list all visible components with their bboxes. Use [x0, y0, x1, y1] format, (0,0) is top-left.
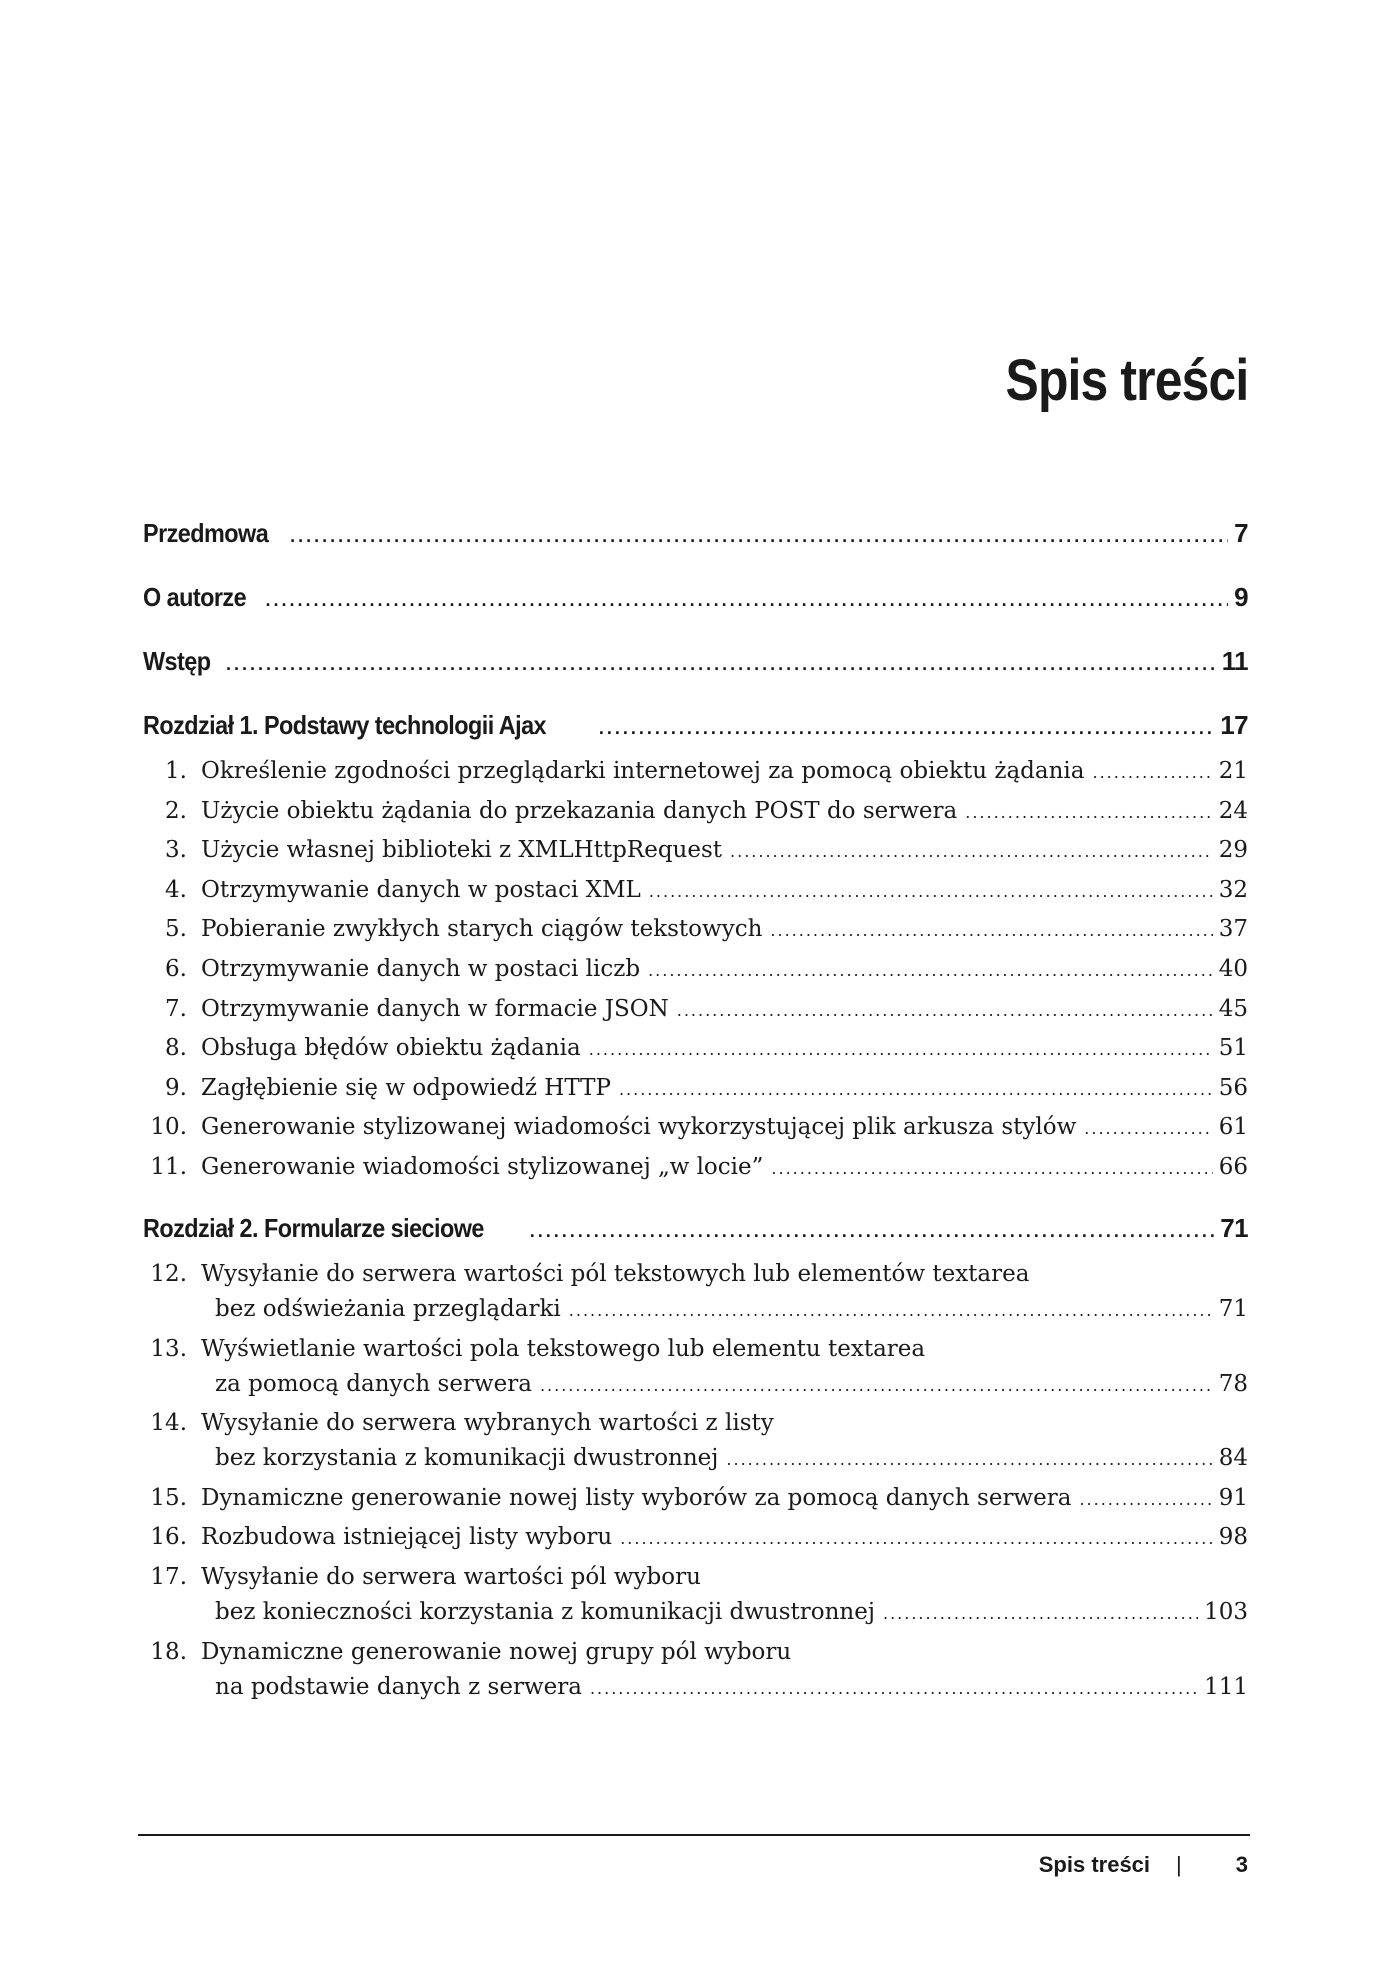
dot-leader: [730, 835, 1213, 869]
toc-subentry-line: [143, 873, 1248, 907]
toc-item-number: 16.: [150, 1524, 187, 1551]
toc-subentry-line: [143, 1560, 1248, 1594]
toc-subentry-line: [143, 1031, 1248, 1065]
toc-entry-title: Rozdział 2. Formularze sieciowe: [143, 1213, 484, 1243]
page-footer: [1039, 1852, 1248, 1878]
toc-subentry-title: bez korzystania z komunikacji dwustronnej: [215, 1445, 719, 1472]
toc-entry-title: O autorze: [143, 582, 247, 612]
dot-leader: [599, 711, 1214, 745]
toc-subentry-title: Zagłębienie się w odpowiedź HTTP: [201, 1074, 611, 1101]
toc-page-number: 24: [1218, 797, 1248, 824]
dot-leader: [648, 954, 1213, 988]
toc-subentry-line: [143, 992, 1248, 1026]
toc-subentry-title: Wysyłanie do serwera wartości pól tekstowych lub elementów textarea: [201, 1261, 1030, 1287]
toc-item-number: 18.: [150, 1638, 187, 1665]
toc-subentry-title: Użycie obiektu żądania do przekazania danych POST do serwera: [201, 797, 958, 824]
toc-subentry-title: Otrzymywanie danych w formacie JSON: [201, 995, 669, 1022]
dot-leader: [1079, 1483, 1212, 1517]
footer-page-number: 3: [1235, 1852, 1248, 1877]
dot-leader: [771, 1152, 1212, 1186]
footer-label: Spis treści: [1038, 1852, 1151, 1877]
toc-item-number: 11.: [150, 1154, 187, 1180]
toc-subentry-line: [143, 1481, 1248, 1515]
dot-leader: [620, 1522, 1213, 1556]
toc-entry: [143, 580, 1248, 614]
dot-leader: [266, 583, 1229, 617]
dot-leader: [965, 796, 1212, 830]
dot-leader: [589, 1033, 1213, 1067]
dot-leader: [1084, 1112, 1212, 1146]
toc-page-number: 98: [1218, 1524, 1248, 1551]
toc-page-number: 78: [1218, 1370, 1248, 1397]
toc-item-number: 7.: [165, 995, 187, 1022]
toc-subentry-title: za pomocą danych serwera: [215, 1370, 532, 1397]
dot-leader: [290, 519, 1228, 553]
toc-item-number: 2.: [165, 797, 187, 824]
dot-leader: [883, 1597, 1198, 1631]
toc-subentry-line: [143, 1520, 1248, 1554]
toc-subentry-title: Obsługa błędów obiektu żądania: [201, 1035, 581, 1062]
toc-subentry-line: [143, 1406, 1248, 1440]
toc-subentry-line: [143, 912, 1248, 946]
dot-leader: [649, 875, 1213, 909]
toc-subentry-line: [143, 1110, 1248, 1144]
page-title: Spis treści: [1005, 348, 1248, 413]
toc-page-number: 71: [1220, 1213, 1248, 1243]
toc-page-number: 84: [1218, 1445, 1248, 1472]
toc-page-number: 51: [1218, 1035, 1248, 1062]
toc-item-number: 8.: [165, 1035, 187, 1062]
toc-subentry-title: Użycie własnej biblioteki z XMLHttpRequest: [201, 837, 723, 864]
toc-subentry-line: [143, 794, 1248, 828]
toc-subentry-line: [143, 1150, 1248, 1184]
toc-item-number: 10.: [150, 1114, 187, 1141]
toc-subentry-title: Generowanie stylizowanej wiadomości wykorzystującej plik arkusza stylów: [201, 1114, 1077, 1141]
dot-leader: [226, 647, 1216, 681]
toc-subentry-line: [143, 833, 1248, 867]
toc-subentry-title: Generowanie wiadomości stylizowanej „w locie”: [201, 1154, 764, 1180]
toc-subentry-line: [143, 754, 1248, 788]
toc-item-number: 3.: [165, 837, 187, 864]
toc-item-number: 13.: [150, 1335, 187, 1362]
toc-subentry-title: Wysyłanie do serwera wartości pól wyboru: [201, 1564, 701, 1590]
toc-subentry-title: Pobieranie zwykłych starych ciągów tekstowych: [201, 916, 763, 943]
dot-leader: [1093, 756, 1213, 790]
toc-subentry-continuation: [143, 1595, 1248, 1629]
toc-item-number: 9.: [165, 1074, 187, 1101]
toc-page-number: 37: [1218, 916, 1248, 943]
toc-item-number: 17.: [150, 1564, 187, 1590]
toc-page-number: 61: [1218, 1114, 1248, 1141]
toc-subentry-title: Określenie zgodności przeglądarki internetowej za pomocą obiektu żądania: [201, 758, 1085, 784]
dot-leader: [677, 994, 1213, 1028]
toc-page-number: 11: [1221, 646, 1248, 676]
toc-page-number: 29: [1218, 837, 1248, 864]
toc-page-number: 56: [1218, 1074, 1248, 1101]
toc-page-number: 9: [1234, 582, 1248, 612]
toc-page-number: 71: [1218, 1296, 1248, 1322]
toc-subentry-title: Dynamiczne generowanie nowej grupy pól wyboru: [201, 1638, 792, 1665]
dot-leader: [770, 914, 1212, 948]
toc-entry-title: Wstęp: [143, 646, 211, 676]
toc-subentry-continuation: [143, 1441, 1248, 1475]
toc-page-number: 45: [1218, 995, 1248, 1022]
toc-page-number: 40: [1218, 956, 1248, 982]
toc-entry-title: Rozdział 1. Podstawy technologii Ajax: [143, 710, 547, 740]
toc-page-number: 21: [1218, 758, 1248, 784]
toc-subentry-title: bez konieczności korzystania z komunikacji dwustronnej: [215, 1599, 875, 1625]
toc-page-number: 91: [1218, 1484, 1248, 1511]
toc-item-number: 4.: [165, 876, 187, 903]
toc-subentry-title: bez odświeżania przeglądarki: [215, 1296, 561, 1322]
toc-entry-title: Przedmowa: [143, 518, 269, 548]
toc-page-number: 103: [1204, 1599, 1248, 1625]
toc-subentry-title: Otrzymywanie danych w postaci liczb: [201, 956, 641, 982]
toc-subentry-continuation: [143, 1670, 1248, 1704]
toc-page-number: 111: [1204, 1673, 1248, 1700]
toc-subentry-line: [143, 1071, 1248, 1105]
dot-leader: [726, 1443, 1212, 1477]
toc-item-number: 12.: [150, 1261, 187, 1287]
toc-subentry-line: [143, 1635, 1248, 1669]
toc-entry: [143, 1211, 1248, 1245]
toc-subentry-title: Wyświetlanie wartości pola tekstowego lub elementu textarea: [201, 1335, 926, 1362]
toc-subentry-continuation: [143, 1292, 1248, 1326]
toc-page-number: 17: [1220, 710, 1248, 740]
dot-leader: [619, 1073, 1213, 1107]
toc-item-number: 14.: [150, 1410, 187, 1437]
footer-rule: [138, 1834, 1250, 1836]
toc-subentry-continuation: [143, 1367, 1248, 1401]
dot-leader: [530, 1214, 1215, 1248]
toc-entry: [143, 644, 1248, 678]
footer-separator: |: [1176, 1852, 1182, 1877]
toc-subentry-line: [143, 952, 1248, 986]
toc-page-number: 7: [1234, 518, 1248, 548]
toc-item-number: 1.: [165, 758, 187, 784]
dot-leader: [569, 1294, 1213, 1328]
toc-subentry-title: Wysyłanie do serwera wybranych wartości z listy: [201, 1410, 774, 1437]
toc-subentry-title: Otrzymywanie danych w postaci XML: [201, 876, 641, 903]
toc-item-number: 5.: [165, 916, 187, 943]
dot-leader: [540, 1369, 1213, 1403]
toc-subentry-title: Dynamiczne generowanie nowej listy wyborów za pomocą danych serwera: [201, 1484, 1072, 1511]
toc-page-number: 32: [1218, 876, 1248, 903]
toc-entry: [143, 708, 1248, 742]
toc-item-number: 6.: [165, 956, 187, 982]
toc-subentry-line: [143, 1257, 1248, 1291]
toc-subentry-title: Rozbudowa istniejącej listy wyboru: [201, 1524, 613, 1551]
toc-page-number: 66: [1218, 1154, 1248, 1180]
toc-subentry-line: [143, 1332, 1248, 1366]
toc-entry: [143, 516, 1248, 550]
dot-leader: [590, 1672, 1198, 1706]
toc-item-number: 15.: [150, 1484, 187, 1511]
toc-subentry-title: na podstawie danych z serwera: [215, 1673, 582, 1700]
